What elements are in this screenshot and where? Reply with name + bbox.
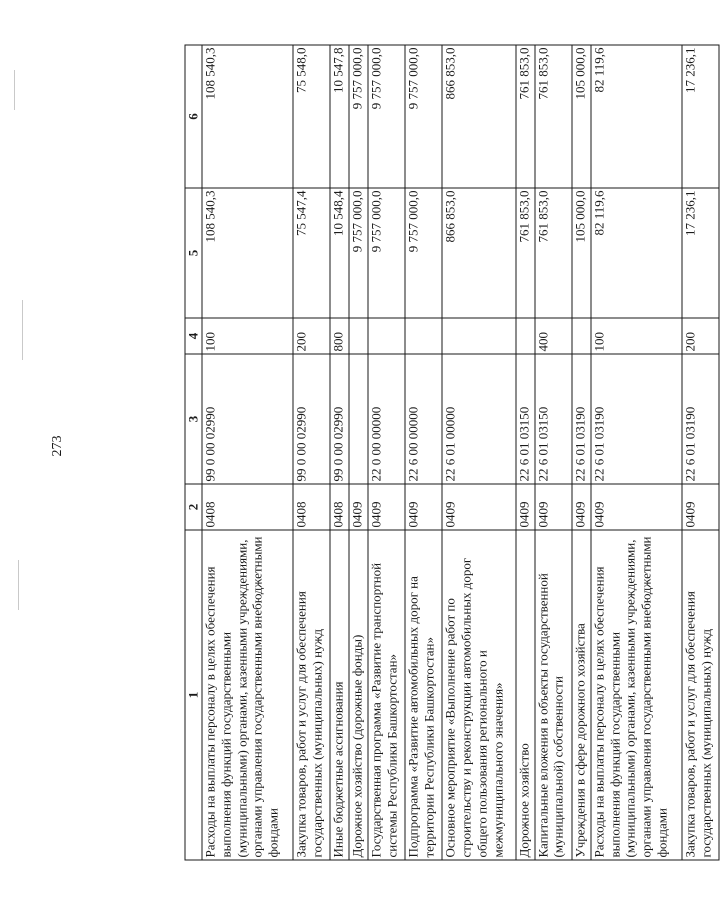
page-number: 273 bbox=[50, 435, 65, 457]
target-article-cell: 22 6 00 00000 bbox=[405, 354, 442, 484]
expense-type-cell bbox=[516, 318, 535, 354]
section-code-cell: 0409 bbox=[405, 484, 442, 530]
target-article-cell bbox=[349, 354, 368, 484]
scan-artifact bbox=[22, 300, 23, 360]
table-row bbox=[330, 45, 349, 860]
amount-col5-cell: 10 548,4 bbox=[330, 188, 349, 318]
amount-col5-cell: 75 547,4 bbox=[293, 188, 330, 318]
section-code-cell: 0409 bbox=[572, 484, 591, 530]
target-article-cell: 22 6 01 03150 bbox=[516, 354, 535, 484]
expense-type-cell: 400 bbox=[535, 318, 572, 354]
target-article-cell: 22 6 01 03190 bbox=[572, 354, 591, 484]
amount-col6-cell: 866 853,0 bbox=[442, 45, 515, 188]
section-code-cell: 0408 bbox=[330, 484, 349, 530]
expense-type-cell bbox=[368, 318, 405, 354]
section-code-cell: 0409 bbox=[368, 484, 405, 530]
target-article-cell: 22 6 01 03190 bbox=[682, 354, 719, 484]
header-cell: 3 bbox=[185, 354, 202, 484]
amount-col5-cell: 866 853,0 bbox=[442, 188, 515, 318]
table-body bbox=[185, 45, 719, 860]
amount-col5-cell: 9 757 000,0 bbox=[405, 188, 442, 318]
description-cell: Государственная программа «Развитие транспортной системы Республики Башкортостан» bbox=[368, 530, 405, 860]
target-article-cell: 22 6 01 03190 bbox=[591, 354, 682, 484]
section-code-cell: 0409 bbox=[535, 484, 572, 530]
description-cell: Капитальные вложения в объекты государственной (муниципальной) собственности bbox=[535, 530, 572, 860]
expense-type-cell: 100 bbox=[202, 318, 293, 354]
header-cell: 6 bbox=[185, 45, 202, 188]
header-cell: 4 bbox=[185, 318, 202, 354]
section-code-cell: 0409 bbox=[442, 484, 515, 530]
description-cell: Расходы на выплаты персоналу в целях обеспечения выполнения функций государственными (муниципальными) органами, казенными учреждениями, органами управления государственными внебюджетными фондами bbox=[202, 530, 293, 860]
section-code-cell: 0409 bbox=[349, 484, 368, 530]
description-cell: Учреждения в сфере дорожного хозяйства bbox=[572, 530, 591, 860]
description-cell: Закупка товаров, работ и услуг для обеспечения государственных (муниципальных) нужд bbox=[682, 530, 719, 860]
amount-col5-cell: 761 853,0 bbox=[535, 188, 572, 318]
target-article-cell: 99 0 00 02990 bbox=[293, 354, 330, 484]
amount-col5-cell: 9 757 000,0 bbox=[349, 188, 368, 318]
table-row bbox=[591, 45, 682, 860]
table-row bbox=[405, 45, 442, 860]
table-row bbox=[535, 45, 572, 860]
target-article-cell: 22 6 01 00000 bbox=[442, 354, 515, 484]
amount-col6-cell: 105 000,0 bbox=[572, 45, 591, 188]
table-row bbox=[572, 45, 591, 860]
expense-type-cell: 200 bbox=[682, 318, 719, 354]
description-cell: Дорожное хозяйство bbox=[516, 530, 535, 860]
table-row bbox=[349, 45, 368, 860]
target-article-cell: 22 6 01 03150 bbox=[535, 354, 572, 484]
description-cell: Подпрограмма «Развитие автомобильных дорог на территории Республики Башкортостан» bbox=[405, 530, 442, 860]
amount-col5-cell: 82 119,6 bbox=[591, 188, 682, 318]
amount-col5-cell: 761 853,0 bbox=[516, 188, 535, 318]
header-cell: 2 bbox=[185, 484, 202, 530]
scan-artifact bbox=[18, 560, 19, 610]
table-row bbox=[202, 45, 293, 860]
expense-type-cell: 200 bbox=[293, 318, 330, 354]
section-code-cell: 0408 bbox=[293, 484, 330, 530]
description-cell: Расходы на выплаты персоналу в целях обеспечения выполнения функций государственными (муниципальными) органами, казенными учреждениями, органами управления государственными внебюджетными фондами bbox=[591, 530, 682, 860]
expense-type-cell bbox=[572, 318, 591, 354]
amount-col6-cell: 75 548,0 bbox=[293, 45, 330, 188]
section-code-cell: 0409 bbox=[682, 484, 719, 530]
expense-type-cell: 800 bbox=[330, 318, 349, 354]
section-code-cell: 0408 bbox=[202, 484, 293, 530]
description-cell: Закупка товаров, работ и услуг для обеспечения государственных (муниципальных) нужд bbox=[293, 530, 330, 860]
amount-col5-cell: 108 540,3 bbox=[202, 188, 293, 318]
section-code-cell: 0409 bbox=[516, 484, 535, 530]
table-row bbox=[516, 45, 535, 860]
header-cell: 5 bbox=[185, 188, 202, 318]
header-row bbox=[185, 45, 202, 860]
amount-col5-cell: 105 000,0 bbox=[572, 188, 591, 318]
header-cell: 1 bbox=[185, 530, 202, 860]
table-row bbox=[293, 45, 330, 860]
target-article-cell: 99 0 00 02990 bbox=[202, 354, 293, 484]
amount-col6-cell: 10 547,8 bbox=[330, 45, 349, 188]
amount-col6-cell: 761 853,0 bbox=[516, 45, 535, 188]
table-row bbox=[682, 45, 719, 860]
budget-table-rotated bbox=[185, 46, 720, 861]
description-cell: Основное мероприятие «Выполнение работ по строительству и реконструкции автомобильных дорог общего пользования регионального и межмуниципального значения» bbox=[442, 530, 515, 860]
scan-artifact bbox=[14, 70, 15, 110]
amount-col6-cell: 17 236,1 bbox=[682, 45, 719, 188]
amount-col6-cell: 82 119,6 bbox=[591, 45, 682, 188]
description-cell: Дорожное хозяйство (дорожные фонды) bbox=[349, 530, 368, 860]
budget-table bbox=[185, 45, 720, 861]
table-row bbox=[368, 45, 405, 860]
target-article-cell: 99 0 00 02990 bbox=[330, 354, 349, 484]
description-cell: Иные бюджетные ассигнования bbox=[330, 530, 349, 860]
amount-col6-cell: 9 757 000,0 bbox=[368, 45, 405, 188]
expense-type-cell bbox=[405, 318, 442, 354]
amount-col6-cell: 9 757 000,0 bbox=[349, 45, 368, 188]
amount-col5-cell: 17 236,1 bbox=[682, 188, 719, 318]
expense-type-cell bbox=[442, 318, 515, 354]
amount-col6-cell: 9 757 000,0 bbox=[405, 45, 442, 188]
amount-col6-cell: 761 853,0 bbox=[535, 45, 572, 188]
expense-type-cell: 100 bbox=[591, 318, 682, 354]
amount-col5-cell: 9 757 000,0 bbox=[368, 188, 405, 318]
amount-col6-cell: 108 540,3 bbox=[202, 45, 293, 188]
expense-type-cell bbox=[349, 318, 368, 354]
table-row bbox=[442, 45, 515, 860]
target-article-cell: 22 0 00 00000 bbox=[368, 354, 405, 484]
section-code-cell: 0409 bbox=[591, 484, 682, 530]
